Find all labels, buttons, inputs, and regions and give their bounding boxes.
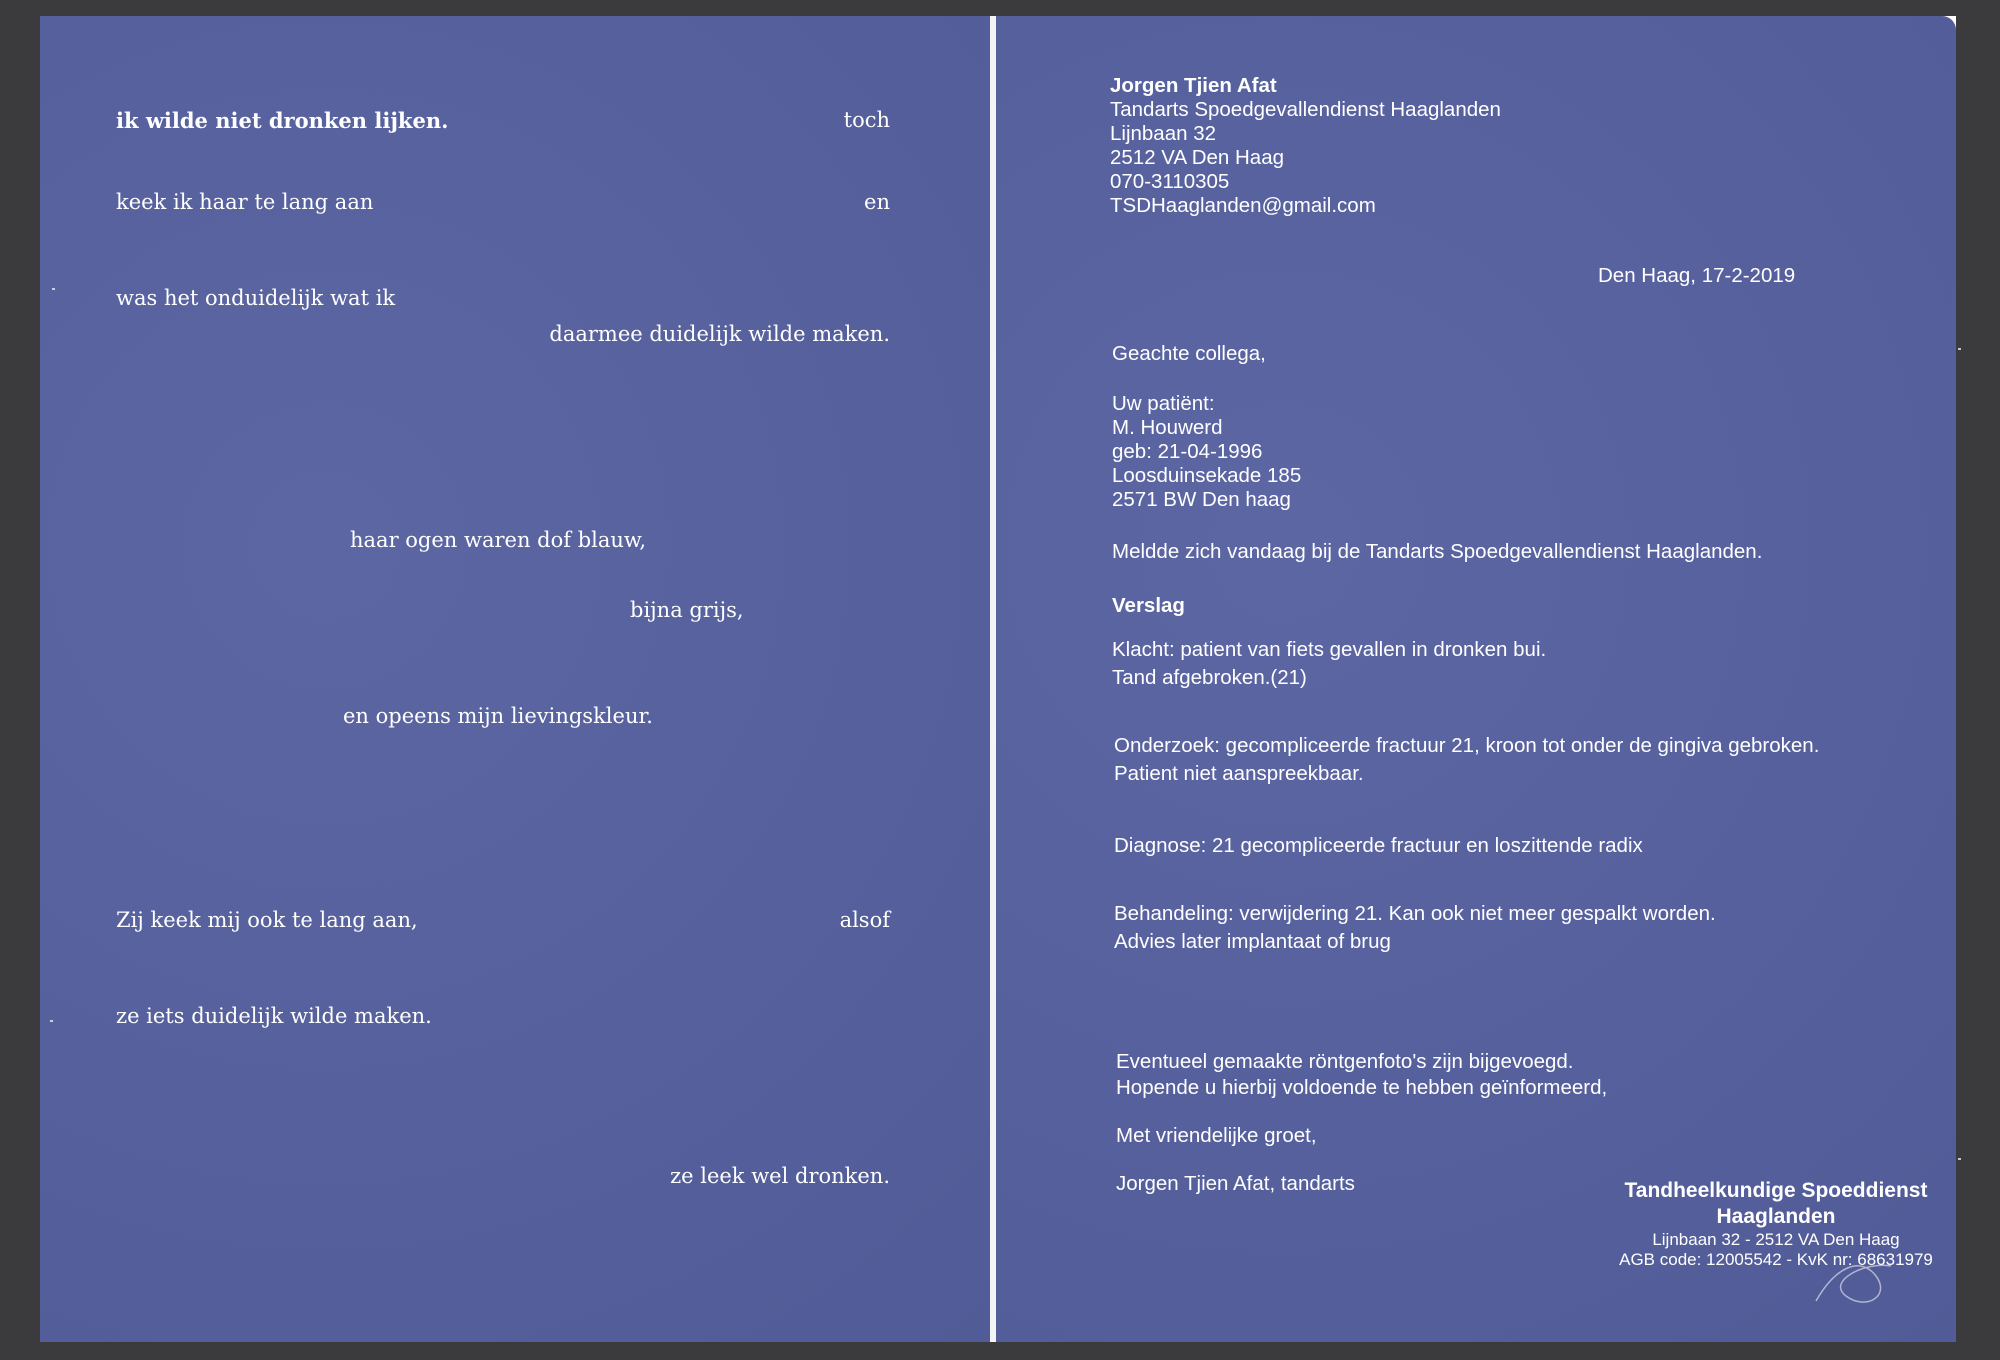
paper-speck <box>1958 1158 1961 1160</box>
document-spread <box>40 16 1956 1342</box>
examination-line-2: Patient niet aanspreekbaar. <box>1114 762 1364 785</box>
poem-line-10: ze leek wel dronken. <box>670 1164 890 1188</box>
diagnosis-line: Diagnose: 21 gecompliceerde fractuur en loszittende radix <box>1114 834 1643 857</box>
sender-email: TSDHaaglanden@gmail.com <box>1110 194 1376 217</box>
closing-line-2: Hopende u hierbij voldoende te hebben geïnformeerd, <box>1116 1076 1608 1099</box>
patient-label: Uw patiënt: <box>1112 392 1215 415</box>
paper-speck <box>1958 348 1961 350</box>
report-heading: Verslag <box>1112 594 1185 617</box>
intro-text: Meldde zich vandaag bij de Tandarts Spoedgevallendienst Haaglanden. <box>1112 540 1763 563</box>
paper-speck <box>50 1020 53 1022</box>
letter-date: Den Haag, 17-2-2019 <box>1598 264 1796 287</box>
handwritten-signature <box>1806 1246 1896 1316</box>
poem-line-7: en opeens mijn lievingskleur. <box>343 704 653 728</box>
poem-line-2-left: keek ik haar te lang aan <box>116 190 374 214</box>
poem-line-5: haar ogen waren dof blauw, <box>350 528 647 552</box>
treatment-line-2: Advies later implantaat of brug <box>1114 930 1391 953</box>
sender-phone: 070-3110305 <box>1110 170 1230 193</box>
poem-line-2-right: en <box>864 190 890 214</box>
poem-line-1-left: ik wilde niet dronken lijken. <box>116 108 449 133</box>
stamp-title-2: Haaglanden <box>1716 1205 1836 1228</box>
closing-line-1: Eventueel gemaakte röntgenfoto's zijn bijgevoegd. <box>1116 1050 1574 1073</box>
poem-line-8-left: Zij keek mij ook te lang aan, <box>116 908 418 932</box>
stamp-address: Lijnbaan 32 - 2512 VA Den Haag <box>1652 1230 1900 1249</box>
patient-city: 2571 BW Den haag <box>1112 488 1291 511</box>
sender-street: Lijnbaan 32 <box>1110 122 1217 145</box>
complaint-line-2: Tand afgebroken.(21) <box>1112 666 1307 689</box>
sender-org: Tandarts Spoedgevallendienst Haaglanden <box>1110 98 1501 121</box>
poem-line-6: bijna grijs, <box>630 598 744 622</box>
treatment-line-1: Behandeling: verwijdering 21. Kan ook niet meer gespalkt worden. <box>1114 902 1716 925</box>
stamp-codes: AGB code: 12005542 - KvK nr: 68631979 <box>1619 1250 1933 1269</box>
poem-line-8-right: alsof <box>839 908 890 932</box>
salutation: Geachte collega, <box>1112 342 1266 365</box>
practice-stamp <box>1596 1178 1956 1270</box>
signature-line: Jorgen Tjien Afat, tandarts <box>1116 1172 1355 1195</box>
poem-line-4: daarmee duidelijk wilde maken. <box>549 322 890 346</box>
poem-page <box>40 16 990 1342</box>
sender-name: Jorgen Tjien Afat <box>1110 74 1277 97</box>
patient-street: Loosduinsekade 185 <box>1112 464 1302 487</box>
paper-speck <box>52 288 55 290</box>
examination-line-1: Onderzoek: gecompliceerde fractuur 21, kroon tot onder de gingiva gebroken. <box>1114 734 1820 757</box>
poem-line-9: ze iets duidelijk wilde maken. <box>116 1004 432 1028</box>
patient-name: M. Houwerd <box>1112 416 1223 439</box>
poem-line-1-right: toch <box>843 108 890 132</box>
letter-page <box>996 16 1956 1342</box>
stamp-title-1: Tandheelkundige Spoeddienst <box>1624 1179 1928 1202</box>
patient-dob: geb: 21-04-1996 <box>1112 440 1263 463</box>
greeting: Met vriendelijke groet, <box>1116 1124 1317 1147</box>
sender-city: 2512 VA Den Haag <box>1110 146 1284 169</box>
complaint-line-1: Klacht: patient van fiets gevallen in dronken bui. <box>1112 638 1547 661</box>
poem-line-3: was het onduidelijk wat ik <box>116 286 396 310</box>
